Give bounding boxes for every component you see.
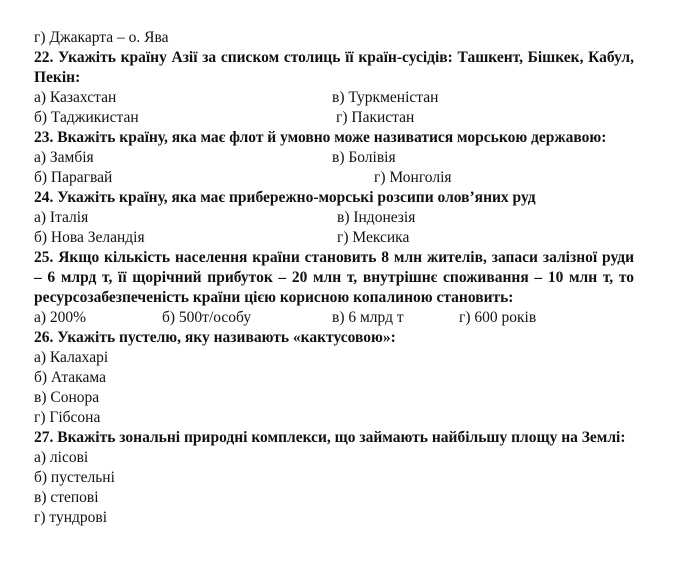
question-25: 25. Якщо кількість населення країни становить 8 млн жителів, запаси залізної руди – 6 млрд т, її щорічний прибуток – 20 млн т, внутрішнє споживання – 10 млн т, то ресурсозабезпеченість країни цією корисною копалиною становить: — [34, 249, 634, 306]
q26-option-b: б) Атакама — [34, 369, 106, 386]
q23-option-b: б) Парагвай — [34, 169, 113, 186]
q23-option-v: в) Болівія — [332, 149, 396, 166]
q23-options-row2 — [34, 168, 634, 188]
q23-option-a: а) Замбія — [34, 149, 94, 166]
question-27: 27. Вкажіть зональні природні комплекси, що займають найбільшу площу на Землі: — [34, 429, 626, 446]
question-22: 22. Укажіть країну Азії за списком столиць її країн-сусідів: Ташкент, Бішкек, Кабул, Пекін: — [34, 49, 634, 86]
q22-option-a: а) Казахстан — [34, 89, 117, 106]
q25-option-a: а) 200% — [34, 309, 87, 326]
q25-option-v: в) 6 млрд т — [332, 309, 404, 326]
q22-option-v: в) Туркменістан — [332, 89, 439, 106]
q24-option-b: б) Нова Зеландія — [34, 229, 145, 246]
q24-option-v: в) Індонезія — [337, 209, 416, 226]
q27-option-v: в) степові — [34, 489, 99, 506]
q24-options-row2 — [34, 228, 634, 248]
q23-option-g: г) Монголія — [374, 169, 452, 186]
q22-options-row2 — [34, 108, 634, 128]
q24-option-g: г) Мексика — [337, 229, 410, 246]
question-24: 24. Укажіть країну, яка має прибережно-морські розсипи олов’яних руд — [34, 189, 536, 206]
q26-option-g: г) Гібсона — [34, 409, 101, 426]
q25-option-b: б) 500т/особу — [162, 309, 252, 326]
question-23: 23. Вкажіть країну, яка має флот й умовно може називатися морською державою: — [34, 129, 607, 146]
q22-option-g: г) Пакистан — [336, 109, 415, 126]
q24-option-a: а) Італія — [34, 209, 89, 226]
q22-options-row1 — [34, 88, 634, 108]
q24-options-row1 — [34, 208, 634, 228]
q25-options-row — [34, 308, 634, 328]
q26-option-a: а) Калахарі — [34, 349, 109, 366]
q25-option-g: г) 600 років — [459, 309, 537, 326]
quiz-document — [34, 0, 634, 528]
q21-answer-g: г) Джакарта – о. Ява — [34, 29, 169, 46]
question-26: 26. Укажіть пустелю, яку називають «кактусовою»: — [34, 329, 396, 346]
q23-options-row1 — [34, 148, 634, 168]
q27-option-g: г) тундрові — [34, 509, 108, 526]
q27-option-a: а) лісові — [34, 449, 89, 466]
q26-option-v: в) Сонора — [34, 389, 100, 406]
q22-option-b: б) Таджикистан — [34, 109, 139, 126]
q27-option-b: б) пустельні — [34, 469, 115, 486]
